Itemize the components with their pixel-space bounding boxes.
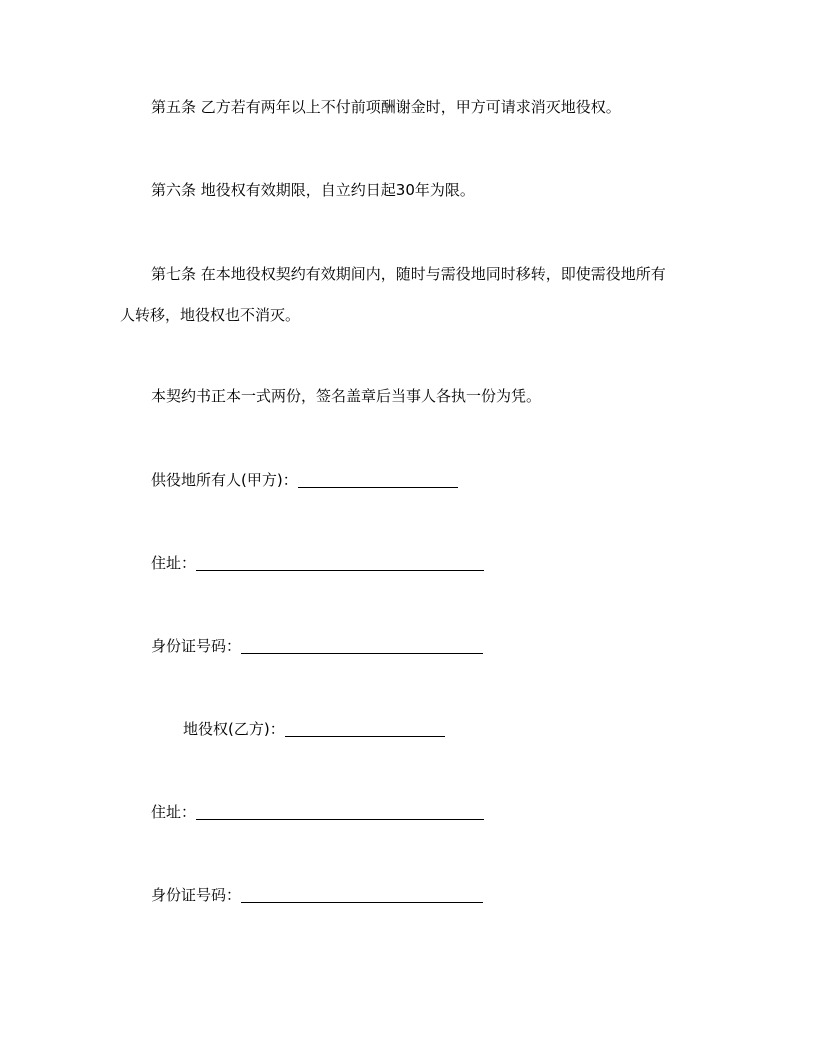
party-b-address-blank[interactable] [196,805,484,820]
article-6: 第六条 地役权有效期限，自立约日起30年为限。 [151,181,475,199]
party-b-owner-blank[interactable] [285,722,445,737]
party-a-address-label: 住址： [151,554,197,572]
party-a-address-blank[interactable] [196,556,484,571]
article-7-line-2: 人转移，地役权也不消灭。 [120,306,301,324]
party-a-id-row [151,636,483,656]
party-b-owner-label: 地役权(乙方)： [183,720,285,738]
party-b-address-label: 住址： [151,803,197,821]
party-a-id-blank[interactable] [241,639,483,654]
party-b-owner-row [183,719,445,739]
party-a-owner-label: 供役地所有人(甲方)： [151,471,298,489]
article-5: 第五条 乙方若有两年以上不付前项酬谢金时，甲方可请求消灭地役权。 [151,98,621,116]
party-a-id-label: 身份证号码： [151,637,242,655]
party-a-owner-row [151,470,458,490]
party-b-id-label: 身份证号码： [151,886,242,904]
party-a-owner-blank[interactable] [298,473,458,488]
party-a-address-row [151,553,484,573]
party-b-address-row [151,802,484,822]
party-b-id-row [151,885,483,905]
party-b-id-blank[interactable] [241,888,483,903]
closing-statement: 本契约书正本一式两份，签名盖章后当事人各执一份为凭。 [151,387,542,405]
article-7-line-1: 第七条 在本地役权契约有效期间内，随时与需役地同时移转，即使需役地所有 [151,265,666,283]
